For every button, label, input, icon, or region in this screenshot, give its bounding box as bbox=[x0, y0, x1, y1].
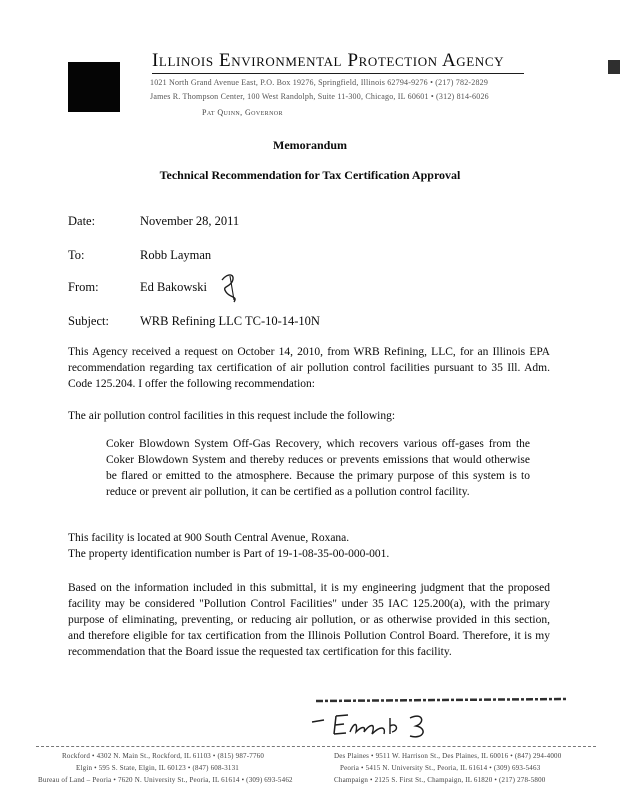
memo-subtitle: Technical Recommendation for Tax Certification Approval bbox=[159, 168, 461, 182]
footer-office-peoria-bol: Bureau of Land – Peoria • 7620 N. University St., Peoria, IL 61614 • (309) 693-5462 bbox=[38, 776, 293, 784]
memo-title: Memorandum bbox=[273, 138, 347, 152]
footer-divider bbox=[36, 746, 596, 749]
agency-logo bbox=[68, 62, 120, 112]
exhibit-stamp-line bbox=[316, 696, 566, 704]
facilities-intro: The air pollution control facilities in this request include the following: bbox=[68, 410, 396, 422]
initials-signature bbox=[218, 270, 244, 306]
intro-paragraph: This Agency received a request on October 14, 2010, from WRB Refining, LLC, for an Illinois EPA recommendation regarding tax certification of air pollution control facilities pursuant to 35 Ill. Adm. Code 125.204. I offer the following recommendation: bbox=[68, 346, 550, 390]
from-value: Ed Bakowski bbox=[140, 280, 208, 294]
subject-value: WRB Refining LLC TC-10-14-10N bbox=[140, 314, 320, 328]
property-id: The property identification number is Part of 19-1-08-35-00-000-001. bbox=[68, 548, 390, 560]
agency-name: Illinois Environmental Protection Agency bbox=[152, 50, 524, 74]
to-value: Robb Layman bbox=[140, 248, 212, 262]
date-label: Date: bbox=[68, 214, 96, 228]
facility-location: This facility is located at 900 South Central Avenue, Roxana. bbox=[68, 532, 350, 544]
scan-edge-mark bbox=[608, 60, 620, 74]
date-value: November 28, 2011 bbox=[140, 214, 240, 228]
footer-office-elgin: Elgin • 595 S. State, Elgin, IL 60123 • (847) 608-3131 bbox=[76, 764, 240, 772]
footer-office-des-plaines: Des Plaines • 9511 W. Harrison St., Des Plaines, IL 60016 • (847) 294-4000 bbox=[334, 752, 562, 760]
exhibit-handwritten-mark bbox=[306, 708, 446, 744]
agency-address-springfield: 1021 North Grand Avenue East, P.O. Box 19276, Springfield, Illinois 62794-9276 • (217) 782-2829 bbox=[150, 78, 489, 87]
from-label: From: bbox=[68, 280, 99, 294]
recommendation-paragraph: Based on the information included in this submittal, it is my engineering judgment that the proposed facility may be considered "Pollution Control Facilities" under 35 IAC 125.200(a), with the primary purpose of eliminating, preventing, or reducing air pollution, or as otherwise provided in this section, and therefore eligible for tax certification from the Illinois Pollution Control Board. Therefore, it is my recommendation that the Board issue the requested tax certification for this facility. bbox=[68, 582, 550, 658]
governor-name: Pat Quinn, Governor bbox=[202, 108, 283, 117]
subject-label: Subject: bbox=[68, 314, 109, 328]
facility-description: Coker Blowdown System Off-Gas Recovery, which recovers various off-gases from the Coker Blowdown System and thereby reduces or prevents emissions that would otherwise be flared or emitted to the atmosphere. Because the primary purpose of this system is to reduce or prevent air pollution, it can be certified as a pollution control facility. bbox=[106, 438, 530, 498]
to-label: To: bbox=[68, 248, 85, 262]
footer-office-champaign: Champaign • 2125 S. First St., Champaign, IL 61820 • (217) 278-5800 bbox=[334, 776, 546, 784]
footer-office-rockford: Rockford • 4302 N. Main St., Rockford, IL 61103 • (815) 987-7760 bbox=[62, 752, 265, 760]
agency-address-chicago: James R. Thompson Center, 100 West Randolph, Suite 11-300, Chicago, IL 60601 • (312) 814-6026 bbox=[150, 92, 489, 101]
footer-office-peoria: Peoria • 5415 N. University St., Peoria, IL 61614 • (309) 693-5463 bbox=[340, 764, 541, 772]
